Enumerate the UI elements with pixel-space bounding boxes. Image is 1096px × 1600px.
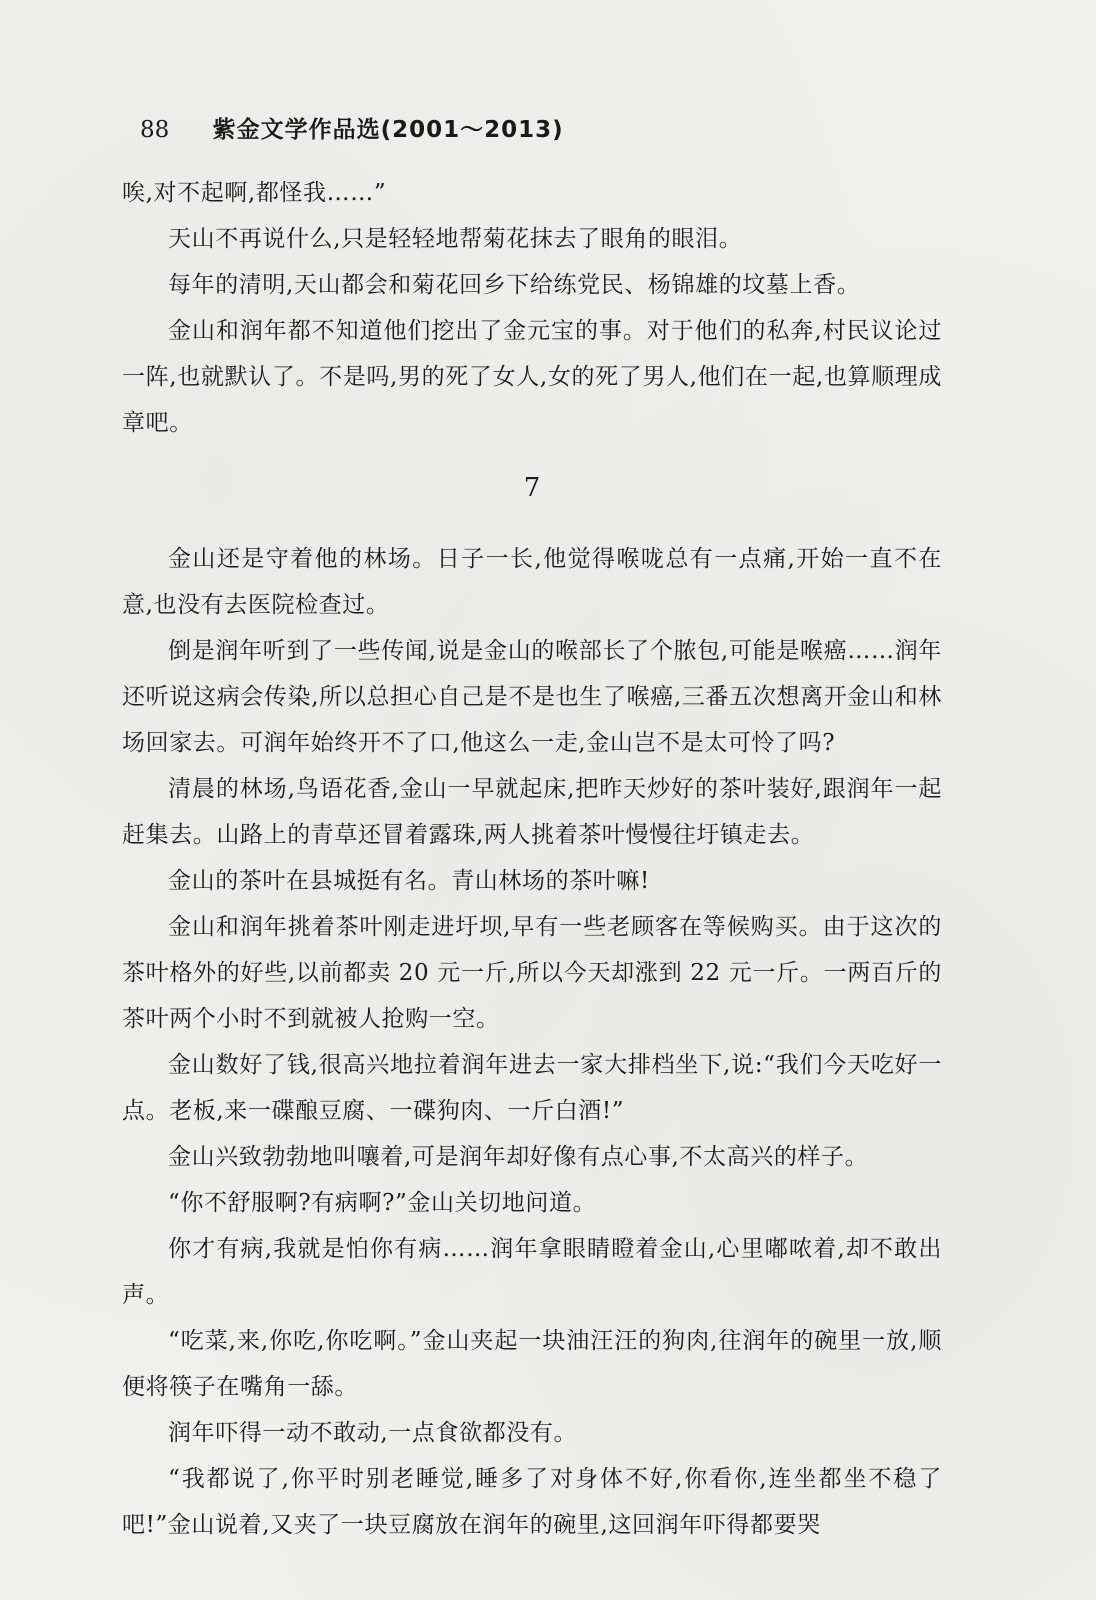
body-text — [122, 170, 942, 1548]
paragraph: “我都说了,你平时别老睡觉,睡多了对身体不好,你看你,连坐都坐不稳了吧!”金山说着,又夹了一块豆腐放在润年的碗里,这回润年吓得都要哭 — [122, 1466, 942, 1538]
paragraph: 金山兴致勃勃地叫嚷着,可是润年却好像有点心事,不太高兴的样子。 — [168, 1144, 869, 1170]
paragraph: 倒是润年听到了一些传闻,说是金山的喉部长了个脓包,可能是喉癌……润年还听说这病会传染,所以总担心自己是不是也生了喉癌,三番五次想离开金山和林场回家去。可润年始终开不了口,他这么一走,金山岂不是太可怜了吗? — [122, 638, 942, 756]
paragraph: “吃菜,来,你吃,你吃啊。”金山夹起一块油汪汪的狗肉,往润年的碗里一放,顺便将筷子在嘴角一舔。 — [122, 1328, 942, 1400]
paragraph: 每年的清明,天山都会和菊花回乡下给练党民、杨锦雄的坟墓上香。 — [168, 272, 861, 298]
paragraph: 金山和润年挑着茶叶刚走进圩坝,早有一些老顾客在等候购买。由于这次的茶叶格外的好些,以前都卖 20 元一斤,所以今天却涨到 22 元一斤。一两百斤的茶叶两个小时不到就被人抢购一空。 — [122, 914, 942, 1032]
page-header — [140, 114, 564, 146]
paragraph: 金山还是守着他的林场。日子一长,他觉得喉咙总有一点痛,开始一直不在意,也没有去医院检查过。 — [122, 546, 942, 618]
book-title: 紫金文学作品选(2001～2013) — [212, 117, 564, 143]
paragraph: 润年吓得一动不敢动,一点食欲都没有。 — [168, 1420, 578, 1446]
paragraph: 金山数好了钱,很高兴地拉着润年进去一家大排档坐下,说:“我们今天吃好一点。老板,来一碟酿豆腐、一碟狗肉、一斤白酒!” — [122, 1052, 942, 1124]
paragraph: “你不舒服啊?有病啊?”金山关切地问道。 — [168, 1190, 597, 1216]
paragraph: 清晨的林场,鸟语花香,金山一早就起床,把昨天炒好的茶叶装好,跟润年一起赶集去。山路上的青草还冒着露珠,两人挑着茶叶慢慢往圩镇走去。 — [122, 776, 942, 848]
page-number: 88 — [140, 117, 170, 143]
section-number: 7 — [523, 473, 541, 503]
paragraph: 你才有病,我就是怕你有病……润年拿眼睛瞪着金山,心里嘟哝着,却不敢出声。 — [122, 1236, 942, 1308]
paragraph: 金山的茶叶在县城挺有名。青山林场的茶叶嘛! — [168, 868, 650, 894]
paragraph: 金山和润年都不知道他们挖出了金元宝的事。对于他们的私奔,村民议论过一阵,也就默认了。不是吗,男的死了女人,女的死了男人,他们在一起,也算顺理成章吧。 — [122, 318, 942, 436]
paragraph: 天山不再说什么,只是轻轻地帮菊花抹去了眼角的眼泪。 — [168, 226, 743, 252]
paragraph: 唉,对不起啊,都怪我……” — [122, 180, 387, 206]
